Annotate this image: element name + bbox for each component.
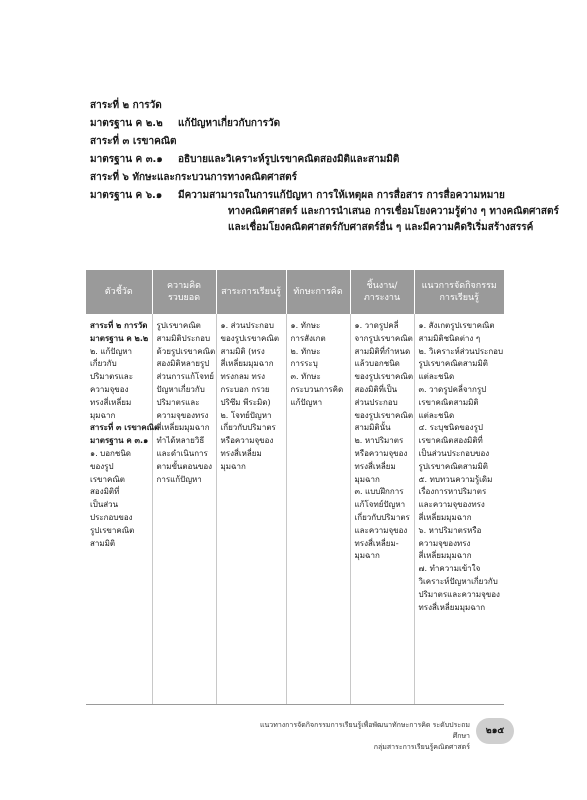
cell-line: ของรูปเรขาคณิต bbox=[354, 372, 414, 382]
cell-line: ปริมาตรและความจุของ bbox=[418, 589, 500, 599]
standard-label: มาตรฐาน ค ๓.๑ bbox=[90, 154, 163, 165]
cell-line: ๔. ระบุชนิดของรูป bbox=[418, 423, 483, 433]
standard-6-1 bbox=[90, 188, 559, 236]
cell-line: สามมิติประกอบ bbox=[156, 333, 211, 343]
footer-subject: กลุ่มสาระการเรียนรู้คณิตศาสตร์ bbox=[373, 743, 470, 751]
cell-line: เกี่ยวกับ bbox=[90, 359, 117, 369]
cell-line: รูปเรขาคณิต bbox=[156, 321, 201, 330]
standard-label: มาตรฐาน ค ๖.๑ bbox=[90, 190, 163, 201]
cell-line: ของรูปเรขาคณิต bbox=[354, 410, 414, 420]
cell-line: ปริมาตรและ bbox=[156, 397, 200, 407]
cell-line: มุมฉาก bbox=[220, 461, 246, 471]
cell-tasks bbox=[350, 314, 414, 705]
cell-line: สองมิติหลายรูป bbox=[156, 359, 210, 369]
cell-line: ทรงกลม ทรง bbox=[220, 372, 266, 382]
standard-text-line: และเชื่อมโยงคณิตศาสตร์กับศาสตร์อื่น ๆ และมีความคิดริเริ่มสร้างสรรค์ bbox=[228, 222, 534, 233]
cell-line: มาตรฐาน ค ๒.๒ bbox=[90, 333, 149, 343]
cell-line: สามมิตินั้น bbox=[354, 423, 391, 433]
cell-line: มาตรฐาน ค ๓.๑ bbox=[90, 436, 149, 446]
footer-book-title: แนวทางการจัดกิจกรรมการเรียนรู้เพื่อพัฒนาทักษะการคิด ระดับประถมศึกษา bbox=[259, 721, 470, 740]
cell-line: ประกอบของ bbox=[90, 512, 133, 522]
cell-line: หรือความจุของ bbox=[354, 448, 408, 458]
cell-line: แก้ปัญหา bbox=[290, 397, 323, 407]
header-indicator: ตัวชี้วัด bbox=[86, 270, 152, 314]
standard-2-2 bbox=[90, 116, 510, 132]
cell-line: เรขาคณิตสองมิติที่ bbox=[418, 436, 483, 446]
header-learning-content: สาระการเรียนรู้ bbox=[216, 270, 286, 314]
strand-heading-block bbox=[90, 96, 559, 236]
cell-line: ปริซึม พีระมิด) bbox=[220, 397, 271, 407]
cell-line: สี่เหลี่ยมมุมฉาก bbox=[156, 423, 210, 433]
cell-line: ๓. ทักษะ bbox=[290, 372, 321, 382]
cell-line: การสังเกต bbox=[290, 333, 326, 343]
standard-text: อธิบายและวิเคราะห์รูปเรขาคณิตสองมิติและสามมิติ bbox=[178, 154, 400, 165]
cell-line: ๕. ทบทวนความรู้เดิม bbox=[418, 474, 493, 484]
cell-line: สาระที่ ๓ เรขาคณิต bbox=[90, 423, 160, 433]
cell-line: เรื่องการหาปริมาตร bbox=[418, 487, 487, 497]
cell-line: และดำเนินการ bbox=[156, 448, 208, 458]
strand-2-heading: สาระที่ ๒ การวัด bbox=[90, 100, 162, 111]
page-number-badge: ๒๑๕ bbox=[476, 718, 514, 744]
cell-line: และความจุของ bbox=[354, 525, 408, 535]
cell-line: ทรงสี่เหลี่ยมมุมฉาก bbox=[418, 602, 486, 612]
cell-line: รูปเรขาคณิตสามมิติ bbox=[418, 359, 488, 369]
cell-line: ๑. วาดรูปคลี่ bbox=[354, 321, 399, 330]
cell-line: ตามขั้นตอนของ bbox=[156, 461, 213, 471]
cell-line: ทรงสี่เหลี่ยม bbox=[220, 448, 262, 458]
cell-line: กระบอก กรวย bbox=[220, 384, 270, 394]
standard-text bbox=[178, 188, 559, 236]
cell-line: ทรงสี่เหลี่ยม bbox=[354, 461, 396, 471]
cell-line: หรือความจุของ bbox=[220, 436, 274, 446]
cell-line: เรขาคณิตสามมิติ bbox=[418, 397, 479, 407]
cell-line: รูปเรขาคณิต bbox=[90, 525, 135, 535]
table-row bbox=[86, 314, 504, 705]
cell-line: เกี่ยวกับปริมาตร bbox=[220, 423, 276, 433]
cell-line: ๓. แบบฝึกการ bbox=[354, 487, 404, 497]
cell-line: สองมิติที่ bbox=[90, 487, 120, 497]
cell-line: ๗. ทำความเข้าใจ bbox=[418, 564, 481, 574]
cell-line: การแก้ปัญหา bbox=[156, 474, 202, 484]
cell-line: สามมิติ bbox=[90, 538, 116, 548]
cell-line: ของรูปเรขาคณิต bbox=[220, 333, 280, 343]
cell-line: สามมิติชนิดต่าง ๆ bbox=[418, 333, 481, 343]
cell-line: กระบวนการคิด bbox=[290, 384, 344, 394]
cell-line: และความจุของทรง bbox=[418, 500, 485, 510]
cell-line: ๑. ทักษะ bbox=[290, 321, 321, 330]
cell-line: ทรงสี่เหลี่ยม bbox=[90, 397, 132, 407]
cell-line: มุมฉาก bbox=[354, 551, 380, 561]
header-tasks: ชิ้นงาน/ ภาระงาน bbox=[350, 270, 414, 314]
cell-line: สามมิติที่กำหนด bbox=[354, 346, 411, 356]
cell-line: แต่ละชนิด bbox=[418, 372, 455, 382]
header-activities: แนวการจัดกิจกรรม การเรียนรู้ bbox=[414, 270, 504, 314]
cell-line: เกี่ยวกับปริมาตร bbox=[354, 512, 410, 522]
cell-learning-content bbox=[216, 314, 286, 705]
curriculum-table bbox=[86, 270, 504, 705]
cell-line: ๑. บอกชนิด bbox=[90, 448, 131, 458]
cell-line: แต่ละชนิด bbox=[418, 410, 455, 420]
cell-line: ปัญหาเกี่ยวกับ bbox=[156, 384, 205, 394]
cell-line: ๓. วาดรูปคลี่จากรูป bbox=[418, 384, 487, 394]
cell-activities bbox=[414, 314, 504, 705]
cell-line: การระบุ bbox=[290, 359, 318, 369]
cell-thinking-skills bbox=[286, 314, 350, 705]
standard-label: มาตรฐาน ค ๒.๒ bbox=[90, 118, 163, 129]
cell-line: ปริมาตรและ bbox=[90, 372, 133, 382]
cell-line: วิเคราะห์ปัญหาเกี่ยวกับ bbox=[418, 576, 498, 586]
strand-3-heading: สาระที่ ๓ เรขาคณิต bbox=[90, 136, 177, 147]
cell-indicator bbox=[86, 314, 160, 705]
cell-line: เป็นส่วนประกอบของ bbox=[418, 448, 490, 458]
cell-line: ๑. ส่วนประกอบ bbox=[220, 321, 274, 330]
cell-line: เรขาคณิต bbox=[90, 474, 125, 484]
cell-line: ความจุของ bbox=[90, 384, 129, 394]
standard-text: แก้ปัญหาเกี่ยวกับการวัด bbox=[178, 118, 281, 129]
cell-line: แก้โจทย์ปัญหา bbox=[354, 500, 406, 510]
cell-line: รูปเรขาคณิตสามมิติ bbox=[418, 461, 488, 471]
strand-6-heading: สาระที่ ๖ ทักษะและกระบวนการทางคณิตศาสตร์ bbox=[90, 172, 298, 183]
cell-line: ๖. หาปริมาตรหรือ bbox=[418, 525, 482, 535]
cell-line: ๒. โจทย์ปัญหา bbox=[220, 410, 272, 420]
cell-line: ๒. วิเคราะห์ส่วนประกอบ bbox=[418, 346, 504, 356]
cell-line: ด้วยรูปเรขาคณิต bbox=[156, 346, 216, 356]
cell-line: ๒. ทักษะ bbox=[290, 346, 321, 356]
standard-text-line: มีความสามารถในการแก้ปัญหา การให้เหตุผล การสื่อสาร การสื่อความหมาย bbox=[178, 190, 505, 201]
cell-concept bbox=[152, 314, 216, 705]
cell-line: สามมิติ (ทรง bbox=[220, 346, 265, 356]
cell-line: สี่เหลี่ยมมุมฉาก bbox=[418, 551, 472, 561]
cell-line: ส่วนประกอบ bbox=[354, 397, 398, 407]
cell-line: ทำได้หลายวิธี bbox=[156, 436, 205, 446]
cell-line: สี่เหลี่ยมมุมฉาก bbox=[220, 359, 274, 369]
cell-line: ของรูป bbox=[90, 461, 114, 471]
cell-line: ๑. สังเกตรูปเรขาคณิต bbox=[418, 321, 495, 330]
cell-line: แล้วบอกชนิด bbox=[354, 359, 400, 369]
cell-line: มุมฉาก bbox=[90, 410, 116, 420]
cell-line: ๒. หาปริมาตร bbox=[354, 436, 404, 446]
cell-line: สองมิติที่เป็น bbox=[354, 384, 398, 394]
cell-line: ๒. แก้ปัญหา bbox=[90, 346, 133, 356]
cell-line: สาระที่ ๒ การวัด bbox=[90, 321, 148, 330]
standard-3-1 bbox=[90, 152, 510, 168]
header-thinking-skills: ทักษะการคิด bbox=[286, 270, 350, 314]
cell-line: เป็นส่วน bbox=[90, 500, 119, 510]
page-footer bbox=[250, 720, 470, 753]
cell-line: ความจุของทรง bbox=[156, 410, 209, 420]
cell-line: จากรูปเรขาคณิต bbox=[354, 333, 413, 343]
cell-line: ทรงสี่เหลี่ยม- bbox=[354, 538, 399, 548]
cell-line: ความจุของทรง bbox=[418, 538, 471, 548]
cell-line: ส่วนการแก้โจทย์ bbox=[156, 372, 214, 382]
header-concept: ความคิด รวบยอด bbox=[152, 270, 216, 314]
cell-line: มุมฉาก bbox=[354, 474, 380, 484]
table-header-row bbox=[86, 270, 504, 314]
standard-text-line: ทางคณิตศาสตร์ และการนำเสนอ การเชื่อมโยงความรู้ต่าง ๆ ทางคณิตศาสตร์ bbox=[228, 206, 559, 217]
cell-line: สี่เหลี่ยมมุมฉาก bbox=[418, 512, 472, 522]
